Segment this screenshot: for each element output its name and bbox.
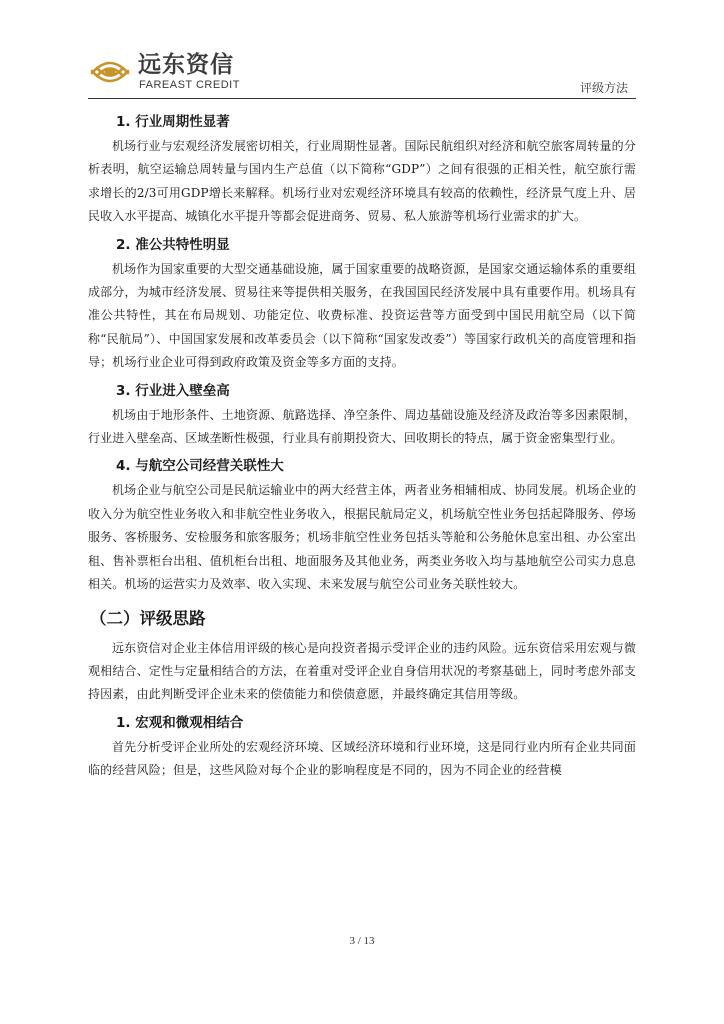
paragraph-quasi-public: 机场作为国家重要的大型交通基础设施，属于国家重要的战略资源，是国家交通运输体系的重要组成部分，为城市经济发展、贸易往来等提供相关服务，在我国国民经济发展中具有重要作用。机场具有准公共特性，其在布局规划、功能定位、收费标准、投资运营等方面受到中国民用航空局（以下简称“民航局”）、中国国家发展和改革委员会（以下简称“国家发改委”）等国家行政机关的高度管理和指导；机场行业企业可得到政府政策及资金等多方面的支持。 [88, 261, 636, 370]
paragraph-entry-barriers: 机场由于地形条件、土地资源、航路选择、净空条件、周边基础设施及经济及政治等多因素限制，行业进入壁垒高、区域垄断性极强，行业具有前期投资大、回收期长的特点，属于资金密集型行业。 [88, 407, 636, 446]
brand-name-en: FAREAST CREDIT [139, 79, 240, 91]
paragraph-airline-correlation: 机场企业与航空公司是民航运输业中的两大经营主体，两者业务相辅相成、协同发展。机场企业的收入分为航空性业务收入和非航空性业务收入，根据民航局定义，机场航空性业务包括起降服务、停场服务、客桥服务、安检服务和旅客服务；机场非航空性业务包括头等舱和公务舱休息室出租、办公室出租、售补票柜台出租、值机柜台出租、地面服务及其他业务，两类业务收入均与基地航空公司实力息息相关。机场的运营实力及效率、收入实现、未来发展与航空公司业务关联性较大。 [88, 483, 636, 592]
section-heading-industry-cyclicality: 1. 行业周期性显著 [116, 114, 230, 130]
page-number: 3 / 13 [349, 935, 375, 947]
section-heading-rating-approach: （二）评级思路 [90, 608, 206, 628]
section-heading-quasi-public: 2. 准公共特性明显 [116, 236, 230, 253]
paragraph-industry-cyclicality: 机场行业与宏观经济发展密切相关，行业周期性显著。国际民航组织对经济和航空旅客周转量的分析表明，航空运输总周转量与国内生产总值（以下简称“GDP”）之间有很强的正相关性，航空旅行需求增长的2/3可用GDP增长来解释。机场行业对宏观经济环境具有较高的依赖性，经济景气度上升、居民收入水平提高、城镇化水平提升等都会促进商务、贸易、私人旅游等机场行业需求的扩大。 [88, 139, 636, 224]
brand-name-cn: 远东资信 [138, 52, 234, 78]
document-body [88, 109, 636, 783]
page-header [0, 0, 724, 100]
header-divider [88, 98, 636, 99]
section-heading-entry-barriers: 3. 行业进入壁垒高 [116, 382, 230, 399]
document-type-label: 评级方法 [579, 81, 628, 95]
paragraph-rating-approach: 远东资信对企业主体信用评级的核心是向投资者揭示受评企业的违约风险。远东资信采用宏观与微观相结合、定性与定量相结合的方法，在着重对受评企业自身信用状况的考察基础上，同时考虑外部支持因素，由此判断受评企业未来的偿债能力和偿债意愿，并最终确定其信用等级。 [88, 640, 636, 702]
section-heading-macro-micro: 1. 宏观和微观相结合 [116, 714, 244, 731]
paragraph-macro-micro: 首先分析受评企业所处的宏观经济环境、区域经济环境和行业环境，这是同行业内所有企业共同面临的经营风险；但是，这些风险对每个企业的影响程度是不同的，因为不同企业的经营模 [88, 739, 636, 778]
fareast-credit-logo-icon [88, 52, 132, 92]
section-heading-airline-correlation: 4. 与航空公司经营关联性大 [116, 458, 284, 475]
